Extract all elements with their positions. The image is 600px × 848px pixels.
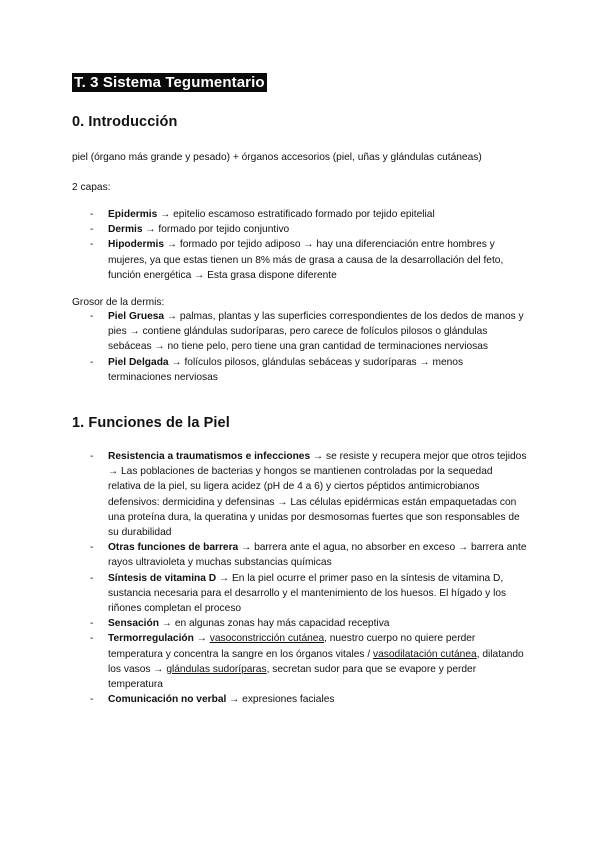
underlined-term: vasoconstricción cutánea xyxy=(209,633,325,645)
list-item: - Otras funciones de barrera → barrera ante el agua, no absorber en exceso → barrera ante rayos ultravioleta y muchas substancias químicas xyxy=(90,542,527,569)
list-item: - Sensación → en algunas zonas hay más capacidad receptiva xyxy=(90,618,390,630)
section-heading-funciones: 1. Funciones de la Piel xyxy=(72,415,230,431)
grosor-list xyxy=(72,309,528,385)
list-item: - Dermis → formado por tejido conjuntivo xyxy=(90,224,290,236)
list-item: - Piel Delgada → folículos pilosos, glándulas sebáceas y sudoríparas → menos terminaciones nerviosas xyxy=(90,356,464,383)
section-heading-introduccion: 0. Introducción xyxy=(72,114,178,130)
grosor-label: Grosor de la dermis: xyxy=(72,297,165,308)
list-item: - Comunicación no verbal → expresiones faciales xyxy=(90,694,335,706)
list-item: - Síntesis de vitamina D → En la piel ocurre el primer paso en la síntesis de vitamina D, sustancia necesaria para el desarrollo y el mantenimiento de los huesos. El hígado y los riñones completan el proceso xyxy=(90,572,507,615)
list-item: - Termorregulación → vasoconstricción cutánea, nuestro cuerpo no quiere perder temperatura y concentra la sangre en los órganos vitales / vasodilatación cutánea, dilatando los vasos → glándulas sudoríparas, secretan sudor para que se evapore y perder temperatura xyxy=(90,633,524,691)
list-item: - Hipodermis → formado por tejido adiposo → hay una diferenciación entre hombres y mujeres, ya que estas tienen un 8% más de grasa a causa de la desarrollación del feto, función energética → Esta grasa dispone diferente xyxy=(90,239,504,281)
underlined-term: vasodilatación cutánea xyxy=(373,648,477,660)
capas-label: 2 capas: xyxy=(72,182,111,193)
list-item: - Piel Gruesa → palmas, plantas y las superficies correspondientes de los dedos de manos y pies → contiene glándulas sudoríparas, pero carece de folículos pilosos o glándulas sebáceas → no tiene pelo, pero tiene una gran cantidad de terminaciones nerviosas xyxy=(90,311,524,353)
list-item: - Epidermis → epitelio escamoso estratificado formado por tejido epitelial xyxy=(90,209,435,220)
page-title: T. 3 Sistema Tegumentario xyxy=(74,74,265,91)
intro-paragraph: piel (órgano más grande y pesado) + órganos accesorios (piel, uñas y glándulas cutáneas) xyxy=(72,152,482,163)
funciones-list xyxy=(72,449,528,707)
list-item: - Resistencia a traumatismos e infecciones → se resiste y recupera mejor que otros tejidos → Las poblaciones de bacterias y hongos se mantienen controladas por la sequedad relativa de la piel, su ligera acidez (pH de 4 a 6) y ciertos péptidos antimicrobianos defensivos: dermicidina y defensinas → Las células epidérmicas están empaquetadas con una proteína dura, la queratina y unidas por desmosomas fuertes que son responsables de su durabilidad xyxy=(90,451,527,539)
underlined-term: glándulas sudoríparas xyxy=(166,663,267,675)
capas-list xyxy=(72,207,528,283)
